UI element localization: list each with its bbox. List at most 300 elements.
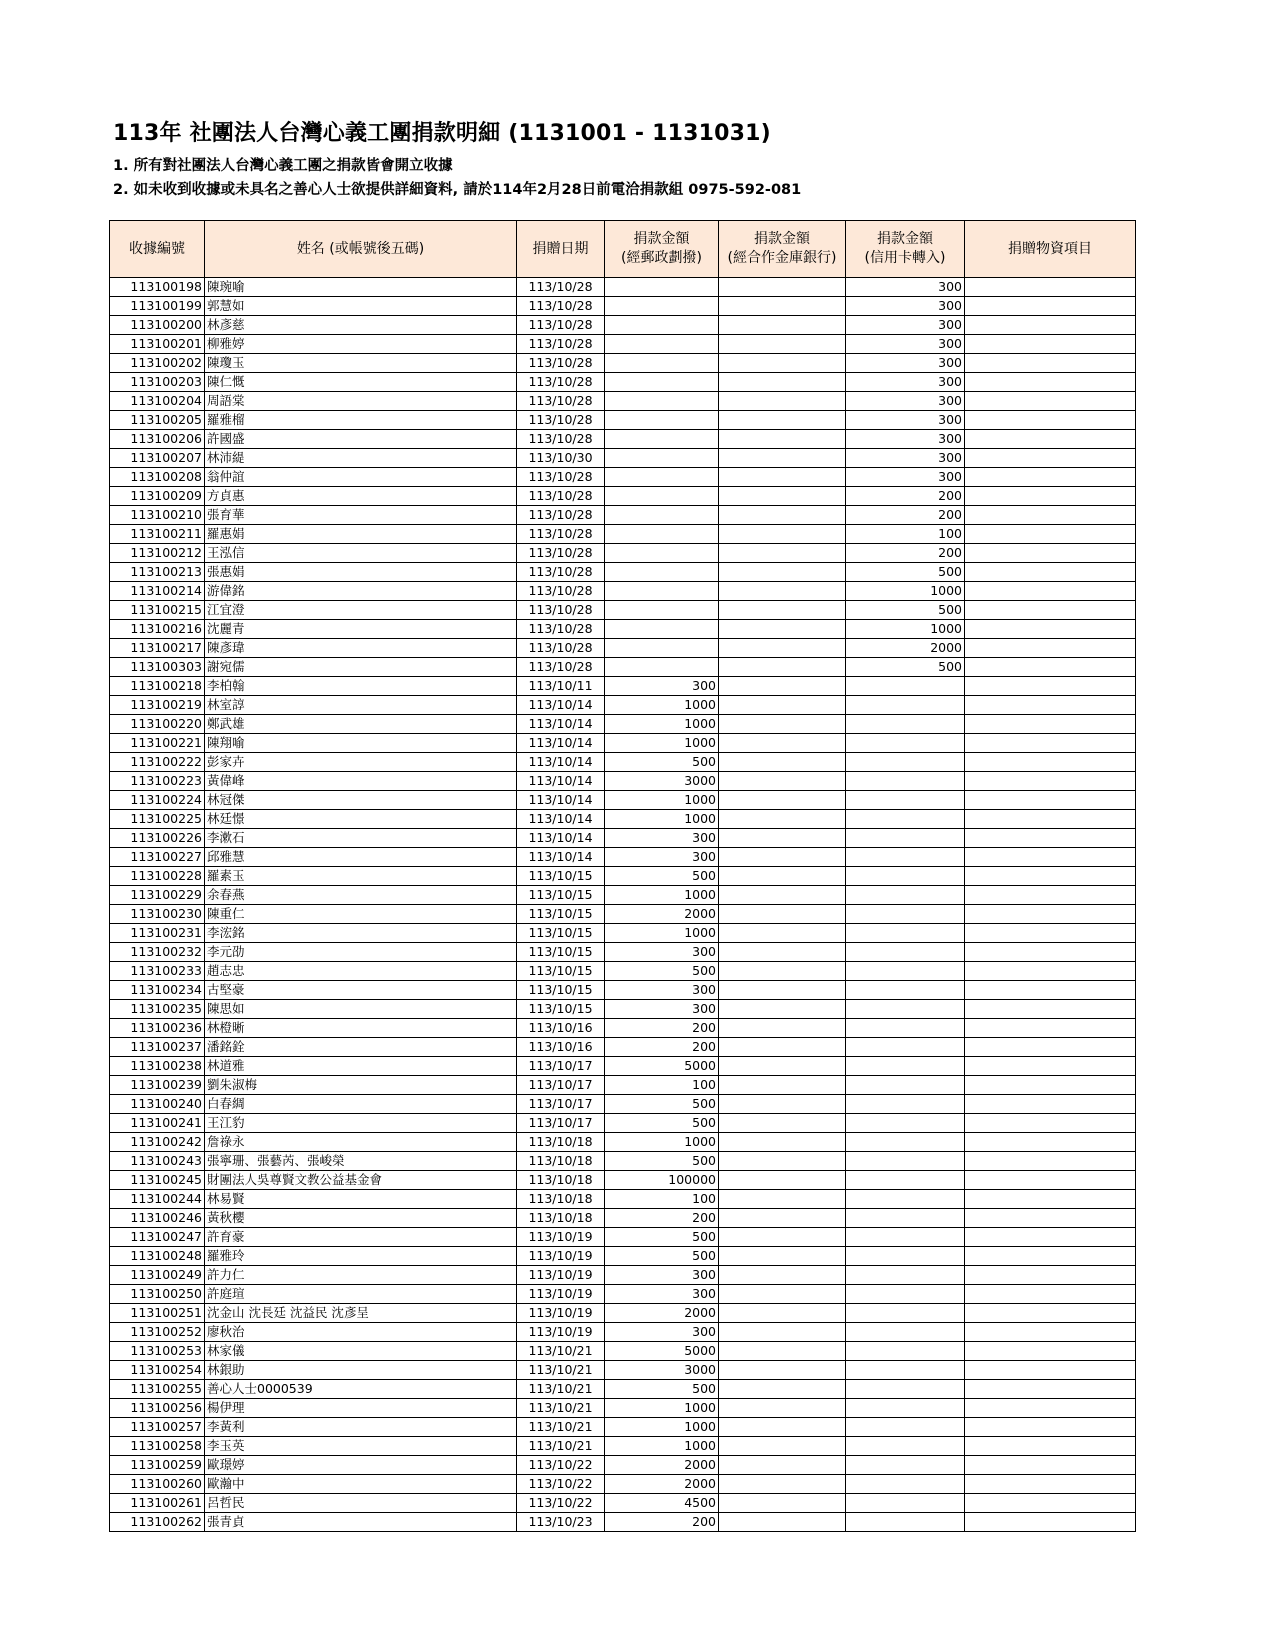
- donation-date: 113/10/28: [517, 658, 605, 677]
- donated-items: [965, 449, 1136, 468]
- postal-amount: [605, 601, 719, 620]
- postal-amount: [605, 316, 719, 335]
- receipt-number: 113100262: [110, 1513, 205, 1532]
- table-row: [110, 582, 1136, 601]
- header-receipt-no: 收據編號: [110, 221, 205, 278]
- donation-date: 113/10/14: [517, 696, 605, 715]
- postal-amount: 100: [605, 1076, 719, 1095]
- bank-amount: [719, 563, 846, 582]
- donor-name: 黃秋櫻: [205, 1209, 517, 1228]
- donated-items: [965, 487, 1136, 506]
- receipt-number: 113100239: [110, 1076, 205, 1095]
- donor-name: 林銀助: [205, 1361, 517, 1380]
- table-row: [110, 1399, 1136, 1418]
- donated-items: [965, 1361, 1136, 1380]
- card-amount: [846, 1228, 965, 1247]
- bank-amount: [719, 1000, 846, 1019]
- donor-name: 張青貞: [205, 1513, 517, 1532]
- donation-date: 113/10/14: [517, 734, 605, 753]
- postal-amount: [605, 620, 719, 639]
- table-row: [110, 1437, 1136, 1456]
- donation-date: 113/10/28: [517, 411, 605, 430]
- card-amount: [846, 1323, 965, 1342]
- receipt-number: 113100245: [110, 1171, 205, 1190]
- header-date: 捐贈日期: [517, 221, 605, 278]
- card-amount: 2000: [846, 639, 965, 658]
- postal-amount: 500: [605, 1380, 719, 1399]
- card-amount: 300: [846, 335, 965, 354]
- card-amount: [846, 1247, 965, 1266]
- donated-items: [965, 829, 1136, 848]
- table-row: [110, 1247, 1136, 1266]
- donor-name: 呂哲民: [205, 1494, 517, 1513]
- receipt-number: 113100204: [110, 392, 205, 411]
- postal-amount: [605, 563, 719, 582]
- bank-amount: [719, 943, 846, 962]
- postal-amount: 200: [605, 1513, 719, 1532]
- donor-name: 郭慧如: [205, 297, 517, 316]
- receipt-number: 113100214: [110, 582, 205, 601]
- receipt-number: 113100238: [110, 1057, 205, 1076]
- donated-items: [965, 1513, 1136, 1532]
- table-row: [110, 449, 1136, 468]
- bank-amount: [719, 1019, 846, 1038]
- bank-amount: [719, 1247, 846, 1266]
- bank-amount: [719, 506, 846, 525]
- donor-name: 羅雅榴: [205, 411, 517, 430]
- donation-date: 113/10/22: [517, 1456, 605, 1475]
- bank-amount: [719, 525, 846, 544]
- donor-name: 李浤銘: [205, 924, 517, 943]
- bank-amount: [719, 1057, 846, 1076]
- donor-name: 林道雅: [205, 1057, 517, 1076]
- donated-items: [965, 943, 1136, 962]
- donor-name: 王江豹: [205, 1114, 517, 1133]
- receipt-number: 113100205: [110, 411, 205, 430]
- donated-items: [965, 677, 1136, 696]
- table-row: [110, 1494, 1136, 1513]
- postal-amount: 500: [605, 1247, 719, 1266]
- table-row: [110, 373, 1136, 392]
- card-amount: [846, 772, 965, 791]
- donated-items: [965, 981, 1136, 1000]
- bank-amount: [719, 316, 846, 335]
- donated-items: [965, 1057, 1136, 1076]
- donation-date: 113/10/17: [517, 1057, 605, 1076]
- card-amount: [846, 1114, 965, 1133]
- donated-items: [965, 1019, 1136, 1038]
- header-card-line1: 捐款金額: [877, 231, 933, 247]
- donor-name: 江宜澄: [205, 601, 517, 620]
- postal-amount: 300: [605, 1000, 719, 1019]
- receipt-number: 113100260: [110, 1475, 205, 1494]
- donor-name: 歐瀚中: [205, 1475, 517, 1494]
- postal-amount: 2000: [605, 1456, 719, 1475]
- donor-name: 謝宛儒: [205, 658, 517, 677]
- donated-items: [965, 639, 1136, 658]
- table-row: [110, 1513, 1136, 1532]
- receipt-number: 113100207: [110, 449, 205, 468]
- donation-date: 113/10/21: [517, 1380, 605, 1399]
- donation-date: 113/10/28: [517, 582, 605, 601]
- table-row: [110, 1190, 1136, 1209]
- postal-amount: [605, 278, 719, 297]
- donor-name: 陳瓊玉: [205, 354, 517, 373]
- postal-amount: 3000: [605, 1361, 719, 1380]
- donation-date: 113/10/28: [517, 316, 605, 335]
- table-row: [110, 563, 1136, 582]
- donated-items: [965, 1399, 1136, 1418]
- donor-name: 張育華: [205, 506, 517, 525]
- table-row: [110, 772, 1136, 791]
- receipt-number: 113100229: [110, 886, 205, 905]
- donation-date: 113/10/19: [517, 1266, 605, 1285]
- bank-amount: [719, 544, 846, 563]
- card-amount: [846, 1209, 965, 1228]
- header-postal-amount: [605, 221, 719, 278]
- card-amount: [846, 696, 965, 715]
- donated-items: [965, 1076, 1136, 1095]
- table-row: [110, 392, 1136, 411]
- donation-date: 113/10/28: [517, 373, 605, 392]
- page-title: 113年 社團法人台灣心義工團捐款明細 (1131001 - 1131031): [113, 121, 771, 146]
- card-amount: [846, 1190, 965, 1209]
- donated-items: [965, 601, 1136, 620]
- donation-date: 113/10/17: [517, 1076, 605, 1095]
- donated-items: [965, 886, 1136, 905]
- postal-amount: [605, 525, 719, 544]
- table-row: [110, 734, 1136, 753]
- receipt-number: 113100228: [110, 867, 205, 886]
- table-row: [110, 411, 1136, 430]
- card-amount: 300: [846, 392, 965, 411]
- receipt-number: 113100261: [110, 1494, 205, 1513]
- donated-items: [965, 1285, 1136, 1304]
- donated-items: [965, 297, 1136, 316]
- donor-name: 沈金山 沈長廷 沈益民 沈彥呈: [205, 1304, 517, 1323]
- receipt-number: 113100252: [110, 1323, 205, 1342]
- donor-name: 白春綢: [205, 1095, 517, 1114]
- donor-name: 陳彥瑋: [205, 639, 517, 658]
- table-row: [110, 316, 1136, 335]
- donated-items: [965, 658, 1136, 677]
- bank-amount: [719, 1513, 846, 1532]
- donation-date: 113/10/22: [517, 1494, 605, 1513]
- bank-amount: [719, 1076, 846, 1095]
- postal-amount: 2000: [605, 1475, 719, 1494]
- donor-name: 李玉英: [205, 1437, 517, 1456]
- postal-amount: [605, 658, 719, 677]
- receipt-number: 113100200: [110, 316, 205, 335]
- bank-amount: [719, 1114, 846, 1133]
- card-amount: [846, 1361, 965, 1380]
- postal-amount: 1000: [605, 734, 719, 753]
- donated-items: [965, 1475, 1136, 1494]
- donated-items: [965, 354, 1136, 373]
- receipt-number: 113100243: [110, 1152, 205, 1171]
- donation-date: 113/10/23: [517, 1513, 605, 1532]
- donation-date: 113/10/21: [517, 1418, 605, 1437]
- bank-amount: [719, 848, 846, 867]
- donation-date: 113/10/21: [517, 1361, 605, 1380]
- donated-items: [965, 1418, 1136, 1437]
- bank-amount: [719, 962, 846, 981]
- postal-amount: [605, 392, 719, 411]
- postal-amount: 1000: [605, 791, 719, 810]
- bank-amount: [719, 791, 846, 810]
- postal-amount: 500: [605, 1228, 719, 1247]
- card-amount: 300: [846, 316, 965, 335]
- bank-amount: [719, 1133, 846, 1152]
- receipt-number: 113100224: [110, 791, 205, 810]
- postal-amount: [605, 582, 719, 601]
- card-amount: 300: [846, 449, 965, 468]
- donation-date: 113/10/28: [517, 430, 605, 449]
- donor-name: 林易賢: [205, 1190, 517, 1209]
- donated-items: [965, 753, 1136, 772]
- receipt-number: 113100202: [110, 354, 205, 373]
- donor-name: 陳翔喻: [205, 734, 517, 753]
- bank-amount: [719, 867, 846, 886]
- card-amount: 100: [846, 525, 965, 544]
- donation-date: 113/10/19: [517, 1323, 605, 1342]
- donated-items: [965, 1209, 1136, 1228]
- postal-amount: 300: [605, 1285, 719, 1304]
- card-amount: [846, 886, 965, 905]
- donor-name: 趙志忠: [205, 962, 517, 981]
- postal-amount: 300: [605, 943, 719, 962]
- receipt-number: 113100219: [110, 696, 205, 715]
- card-amount: [846, 1285, 965, 1304]
- postal-amount: 1000: [605, 696, 719, 715]
- bank-amount: [719, 696, 846, 715]
- donated-items: [965, 430, 1136, 449]
- postal-amount: 3000: [605, 772, 719, 791]
- card-amount: 500: [846, 563, 965, 582]
- postal-amount: 500: [605, 1095, 719, 1114]
- table-row: [110, 677, 1136, 696]
- donated-items: [965, 1171, 1136, 1190]
- receipt-number: 113100233: [110, 962, 205, 981]
- donation-date: 113/10/16: [517, 1038, 605, 1057]
- donor-name: 鄭武雄: [205, 715, 517, 734]
- card-amount: [846, 1380, 965, 1399]
- donation-date: 113/10/28: [517, 335, 605, 354]
- donation-date: 113/10/28: [517, 601, 605, 620]
- donated-items: [965, 1228, 1136, 1247]
- donor-name: 彭家卉: [205, 753, 517, 772]
- postal-amount: 2000: [605, 1304, 719, 1323]
- bank-amount: [719, 1190, 846, 1209]
- header-bank-line2: (經合作金庫銀行): [727, 250, 837, 266]
- card-amount: [846, 1456, 965, 1475]
- donation-date: 113/10/21: [517, 1399, 605, 1418]
- donated-items: [965, 468, 1136, 487]
- donated-items: [965, 1304, 1136, 1323]
- card-amount: [846, 848, 965, 867]
- donated-items: [965, 506, 1136, 525]
- receipt-number: 113100222: [110, 753, 205, 772]
- donation-date: 113/10/17: [517, 1095, 605, 1114]
- donor-name: 周語棠: [205, 392, 517, 411]
- donation-date: 113/10/19: [517, 1228, 605, 1247]
- receipt-number: 113100220: [110, 715, 205, 734]
- donation-date: 113/10/21: [517, 1437, 605, 1456]
- card-amount: [846, 1057, 965, 1076]
- bank-amount: [719, 753, 846, 772]
- table-row: [110, 1152, 1136, 1171]
- table-row: [110, 1057, 1136, 1076]
- table-row: [110, 430, 1136, 449]
- donation-date: 113/10/30: [517, 449, 605, 468]
- card-amount: [846, 1437, 965, 1456]
- receipt-number: 113100215: [110, 601, 205, 620]
- card-amount: 300: [846, 278, 965, 297]
- table-row: [110, 1361, 1136, 1380]
- donor-name: 余春燕: [205, 886, 517, 905]
- postal-amount: 200: [605, 1209, 719, 1228]
- receipt-number: 113100237: [110, 1038, 205, 1057]
- donation-date: 113/10/28: [517, 297, 605, 316]
- donated-items: [965, 392, 1136, 411]
- bank-amount: [719, 582, 846, 601]
- bank-amount: [719, 1152, 846, 1171]
- card-amount: 300: [846, 468, 965, 487]
- receipt-number: 113100211: [110, 525, 205, 544]
- donated-items: [965, 582, 1136, 601]
- donor-name: 歐璟婷: [205, 1456, 517, 1475]
- postal-amount: 2000: [605, 905, 719, 924]
- postal-amount: [605, 487, 719, 506]
- donor-name: 許國盛: [205, 430, 517, 449]
- donated-items: [965, 1266, 1136, 1285]
- donation-date: 113/10/18: [517, 1133, 605, 1152]
- donor-name: 許力仁: [205, 1266, 517, 1285]
- receipt-number: 113100217: [110, 639, 205, 658]
- bank-amount: [719, 829, 846, 848]
- receipt-number: 113100253: [110, 1342, 205, 1361]
- postal-amount: 5000: [605, 1342, 719, 1361]
- postal-amount: 300: [605, 1323, 719, 1342]
- card-amount: [846, 791, 965, 810]
- card-amount: [846, 1095, 965, 1114]
- postal-amount: 1000: [605, 924, 719, 943]
- receipt-number: 113100203: [110, 373, 205, 392]
- bank-amount: [719, 278, 846, 297]
- donation-date: 113/10/17: [517, 1114, 605, 1133]
- bank-amount: [719, 1266, 846, 1285]
- donated-items: [965, 1038, 1136, 1057]
- table-body: [110, 278, 1136, 1532]
- postal-amount: [605, 335, 719, 354]
- donated-items: [965, 1152, 1136, 1171]
- card-amount: 300: [846, 373, 965, 392]
- donor-name: 廖秋治: [205, 1323, 517, 1342]
- bank-amount: [719, 772, 846, 791]
- card-amount: 200: [846, 506, 965, 525]
- postal-amount: 300: [605, 1266, 719, 1285]
- card-amount: [846, 1152, 965, 1171]
- donated-items: [965, 620, 1136, 639]
- card-amount: [846, 867, 965, 886]
- postal-amount: 1000: [605, 1437, 719, 1456]
- table-row: [110, 1038, 1136, 1057]
- donated-items: [965, 696, 1136, 715]
- donation-date: 113/10/14: [517, 772, 605, 791]
- table-row: [110, 1000, 1136, 1019]
- bank-amount: [719, 449, 846, 468]
- donated-items: [965, 316, 1136, 335]
- card-amount: [846, 924, 965, 943]
- donated-items: [965, 1190, 1136, 1209]
- receipt-number: 113100227: [110, 848, 205, 867]
- receipt-number: 113100303: [110, 658, 205, 677]
- card-amount: 500: [846, 658, 965, 677]
- bank-amount: [719, 924, 846, 943]
- donor-name: 楊伊理: [205, 1399, 517, 1418]
- card-amount: [846, 1342, 965, 1361]
- donor-name: 林沛緹: [205, 449, 517, 468]
- card-amount: 1000: [846, 620, 965, 639]
- bank-amount: [719, 734, 846, 753]
- table-row: [110, 468, 1136, 487]
- receipt-number: 113100256: [110, 1399, 205, 1418]
- donor-name: 許育豪: [205, 1228, 517, 1247]
- bank-amount: [719, 620, 846, 639]
- bank-amount: [719, 1209, 846, 1228]
- donor-name: 方貞惠: [205, 487, 517, 506]
- donor-name: 善心人士0000539: [205, 1380, 517, 1399]
- table-row: [110, 1171, 1136, 1190]
- donor-name: 陳琬喻: [205, 278, 517, 297]
- table-row: [110, 1266, 1136, 1285]
- postal-amount: [605, 373, 719, 392]
- postal-amount: [605, 506, 719, 525]
- postal-amount: [605, 354, 719, 373]
- donation-date: 113/10/14: [517, 715, 605, 734]
- receipt-number: 113100250: [110, 1285, 205, 1304]
- card-amount: [846, 1019, 965, 1038]
- receipt-number: 113100254: [110, 1361, 205, 1380]
- table-row: [110, 1323, 1136, 1342]
- bank-amount: [719, 1475, 846, 1494]
- note-contact: 2. 如未收到收據或未具名之善心人士欲提供詳細資料, 請於114年2月28日前電洽捐款組 0975-592-081: [113, 182, 802, 198]
- donation-date: 113/10/15: [517, 1000, 605, 1019]
- bank-amount: [719, 1494, 846, 1513]
- header-donated-items: 捐贈物資項目: [965, 221, 1136, 278]
- table-row: [110, 1114, 1136, 1133]
- donation-date: 113/10/28: [517, 563, 605, 582]
- postal-amount: 1000: [605, 886, 719, 905]
- donated-items: [965, 772, 1136, 791]
- receipt-number: 113100234: [110, 981, 205, 1000]
- header-bank-amount: [719, 221, 846, 278]
- card-amount: [846, 753, 965, 772]
- receipt-number: 113100242: [110, 1133, 205, 1152]
- donation-date: 113/10/28: [517, 392, 605, 411]
- header-name: 姓名 (或帳號後五碼): [205, 221, 517, 278]
- donor-name: 李元劭: [205, 943, 517, 962]
- donated-items: [965, 1494, 1136, 1513]
- donated-items: [965, 1114, 1136, 1133]
- donation-table: [109, 220, 1136, 1532]
- donation-date: 113/10/28: [517, 468, 605, 487]
- bank-amount: [719, 411, 846, 430]
- donation-date: 113/10/18: [517, 1209, 605, 1228]
- donation-date: 113/10/15: [517, 962, 605, 981]
- table-row: [110, 886, 1136, 905]
- postal-amount: 500: [605, 1114, 719, 1133]
